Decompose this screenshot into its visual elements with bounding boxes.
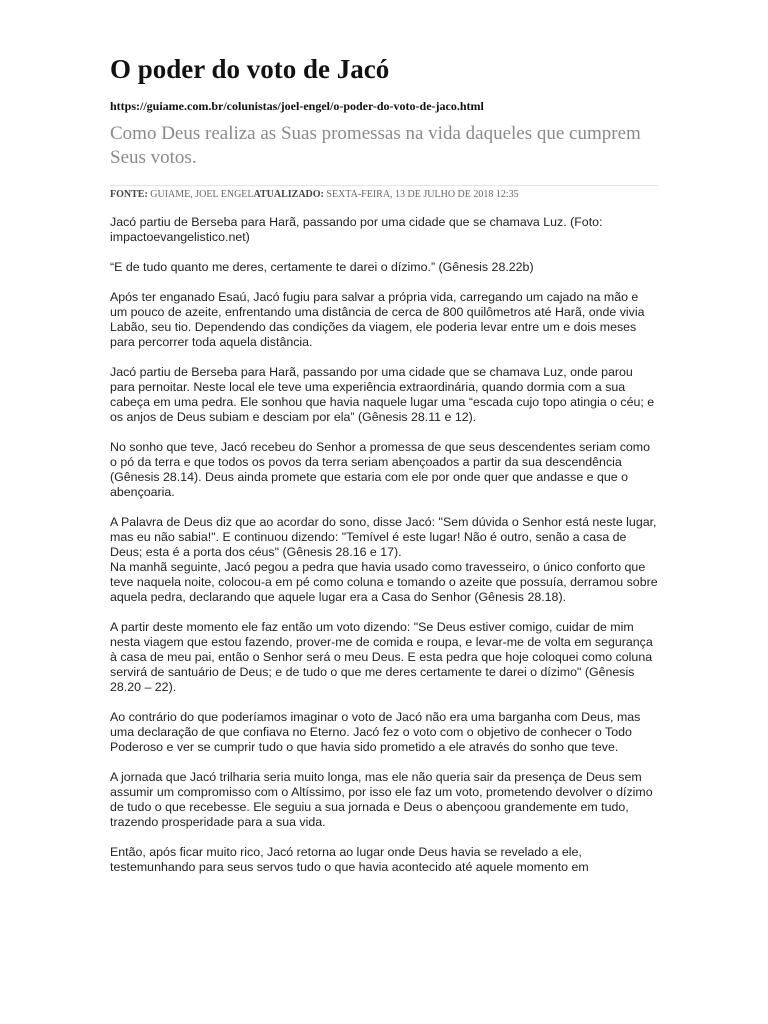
article-meta [110, 188, 658, 201]
source-value: GUIAME, JOEL ENGEL [150, 189, 254, 200]
updated-label: ATUALIZADO: [253, 189, 324, 200]
paragraph: Então, após ficar muito rico, Jacó retorna ao lugar onde Deus havia se revelado a ele, testemunhando para seus servos tudo o que havia acontecido até aquele momento em [110, 845, 589, 874]
paragraph: “E de tudo quanto me deres, certamente te darei o dízimo.” (Gênesis 28.22b) [110, 260, 534, 274]
paragraph: A Palavra de Deus diz que ao acordar do sono, disse Jacó: "Sem dúvida o Senhor está neste lugar, mas eu não sabia!". E continuou dizendo: "Temível é este lugar! Não é outro, senão a casa de Deus; esta é a porta dos céus" (Gênesis 28.16 e 17). [110, 515, 657, 559]
article-subtitle: Como Deus realiza as Suas promessas na vida daqueles que cumprem Seus votos. [110, 123, 641, 168]
paragraph: Jacó partiu de Berseba para Harã, passando por uma cidade que se chamava Luz, onde parou para pernoitar. Neste local ele teve uma experiência extraordinária, quando dormia com a sua cabeça em uma pedra. Ele sonhou que havia naquele lugar uma “escada cujo topo atingia o céu; e os anjos de Deus subiam e desciam por ela” (Gênesis 28.11 e 12). [110, 365, 655, 424]
article-body [110, 215, 658, 875]
paragraph: Após ter enganado Esaú, Jacó fugiu para salvar a própria vida, carregando um cajado na mão e um pouco de azeite, enfrentando uma distância de cerca de 800 quilômetros até Harã, onde vivia Labão, seu tio. Dependendo das condições da viagem, ele poderia levar entre um e dois meses para percorrer toda aquela distância. [110, 290, 645, 349]
article-title: O poder do voto de Jacó [110, 54, 390, 84]
paragraph: A jornada que Jacó trilharia seria muito longa, mas ele não queria sair da presença de Deus sem assumir um compromisso com o Altíssimo, por isso ele faz um voto, prometendo devolver o dízimo de tudo o que recebesse. Ele seguiu a sua jornada e Deus o abençoou grandemente em tudo, trazendo prosperidade para a sua vida. [110, 770, 653, 829]
meta-divider [110, 185, 658, 186]
paragraph: Jacó partiu de Berseba para Harã, passando por uma cidade que se chamava Luz. (Foto: impactoevangelistico.net) [110, 215, 603, 244]
paragraph: Ao contrário do que poderíamos imaginar o voto de Jacó não era uma barganha com Deus, mas uma declaração de que confiava no Eterno. Jacó fez o voto com o objetivo de conhecer o Todo Poderoso e ver se cumprir tudo o que havia sido prometido a ele através do sonho que teve. [110, 710, 641, 754]
article [110, 52, 658, 890]
article-url: https://guiame.com.br/colunistas/joel-engel/o-poder-do-voto-de-jaco.html [110, 99, 484, 113]
updated-value: SEXTA-FEIRA, 13 DE JULHO DE 2018 12:35 [326, 189, 519, 200]
paragraph: No sonho que teve, Jacó recebeu do Senhor a promessa de que seus descendentes seriam como o pó da terra e que todos os povos da terra seriam abençoados a partir da sua descendência (Gênesis 28.14). Deus ainda promete que estaria com ele por onde quer que andasse e que o abençoaria. [110, 440, 651, 499]
paragraph: A partir deste momento ele faz então um voto dizendo: "Se Deus estiver comigo, cuidar de mim nesta viagem que estou fazendo, prover-me de comida e roupa, e levar-me de volta em segurança à casa de meu pai, então o Senhor será o meu Deus. E esta pedra que hoje coloquei como coluna servirá de santuário de Deus; e de tudo o que me deres certamente te darei o dízimo" (Gênesis 28.20 – 22). [110, 620, 653, 694]
paragraph: Na manhã seguinte, Jacó pegou a pedra que havia usado como travesseiro, o único conforto que teve naquela noite, colocou-a em pé como coluna e tomando o azeite que possuía, derramou sobre aquela pedra, declarando que aquele lugar era a Casa do Senhor (Gênesis 28.18). [110, 560, 658, 604]
source-label: FONTE: [110, 189, 148, 200]
